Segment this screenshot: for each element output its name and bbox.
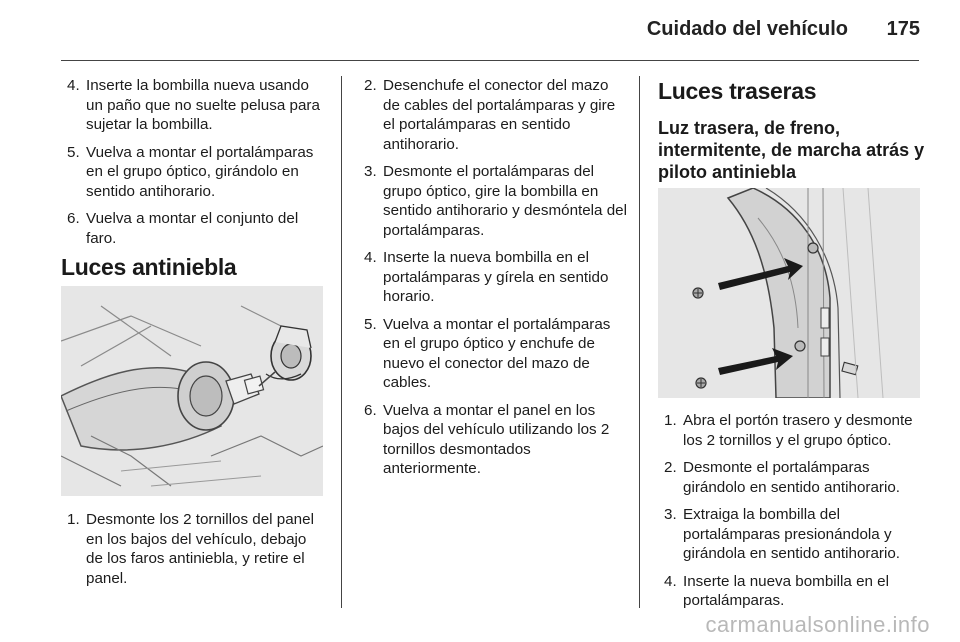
list-item: 4. Inserte la nueva bombilla en el portalámparas.	[664, 572, 890, 609]
list-item: 4. Inserte la nueva bombilla en el portalámparas y gírela en sentido horario.	[364, 249, 609, 305]
column-divider-1	[341, 76, 342, 608]
rear-light-illustration	[658, 188, 920, 398]
page-number: 175	[886, 18, 920, 40]
header-divider	[61, 60, 919, 61]
section-title-rear-lights: Luces traseras	[658, 78, 817, 104]
steps-list-rear-lights	[658, 411, 928, 611]
column-3-bottom	[658, 411, 928, 619]
fog-light-drawing	[61, 286, 323, 496]
rear-light-drawing	[658, 188, 920, 398]
list-item: 5. Vuelva a montar el portalámparas en el grupo óptico y enchufe de nuevo el conector del mazo de cables.	[364, 315, 611, 391]
list-item: 3. Desmonte el portalámparas del grupo óptico, gire la bombilla en sentido antihorario y desmóntela del portalámparas.	[364, 163, 627, 239]
list-item: 1. Desmonte los 2 tornillos del panel en los bajos del vehículo, debajo de los faros antiniebla, y retire el panel.	[67, 511, 314, 587]
page-header-title: Cuidado del vehículo	[646, 18, 848, 40]
list-item: 4. Inserte la bombilla nueva usando un paño que no suelte pelusa para sujetar la bombilla.	[67, 77, 320, 133]
column-2	[358, 76, 628, 487]
list-item: 6. Vuelva a montar el conjunto del faro.	[67, 210, 299, 247]
section-title-fog-lights: Luces antiniebla	[61, 254, 237, 280]
column-divider-2	[639, 76, 640, 608]
list-item: 5. Vuelva a montar el portalámparas en el grupo óptico, girándolo en sentido antihorario.	[67, 143, 314, 200]
list-item: 3. Extraiga la bombilla del portalámparas presionándola y girándola en sentido antihorario.	[664, 506, 900, 562]
subsection-title-rear-lamp: Luz trasera, de freno, intermitente, de marcha atrás y piloto antiniebla	[658, 118, 925, 182]
list-item: 2. Desmonte el portalámparas girándolo en sentido antihorario.	[664, 459, 900, 496]
steps-list-fog-lights	[61, 510, 327, 588]
column-1-bottom	[61, 510, 327, 596]
steps-list-fog-lights-continued	[358, 76, 628, 479]
column-1	[61, 76, 327, 256]
fog-light-illustration	[61, 286, 323, 496]
watermark: carmanualsonline.info	[705, 612, 930, 637]
list-item: 1. Abra el portón trasero y desmonte los 2 tornillos y el grupo óptico.	[664, 412, 913, 449]
steps-list-headlamp-continued	[61, 76, 327, 248]
list-item: 2. Desenchufe el conector del mazo de cables del portalámparas y gire el portalámparas en sentido antihorario.	[364, 77, 616, 153]
list-item: 6. Vuelva a montar el panel en los bajos del vehículo utilizando los 2 tornillos desmontados anteriormente.	[364, 401, 610, 477]
